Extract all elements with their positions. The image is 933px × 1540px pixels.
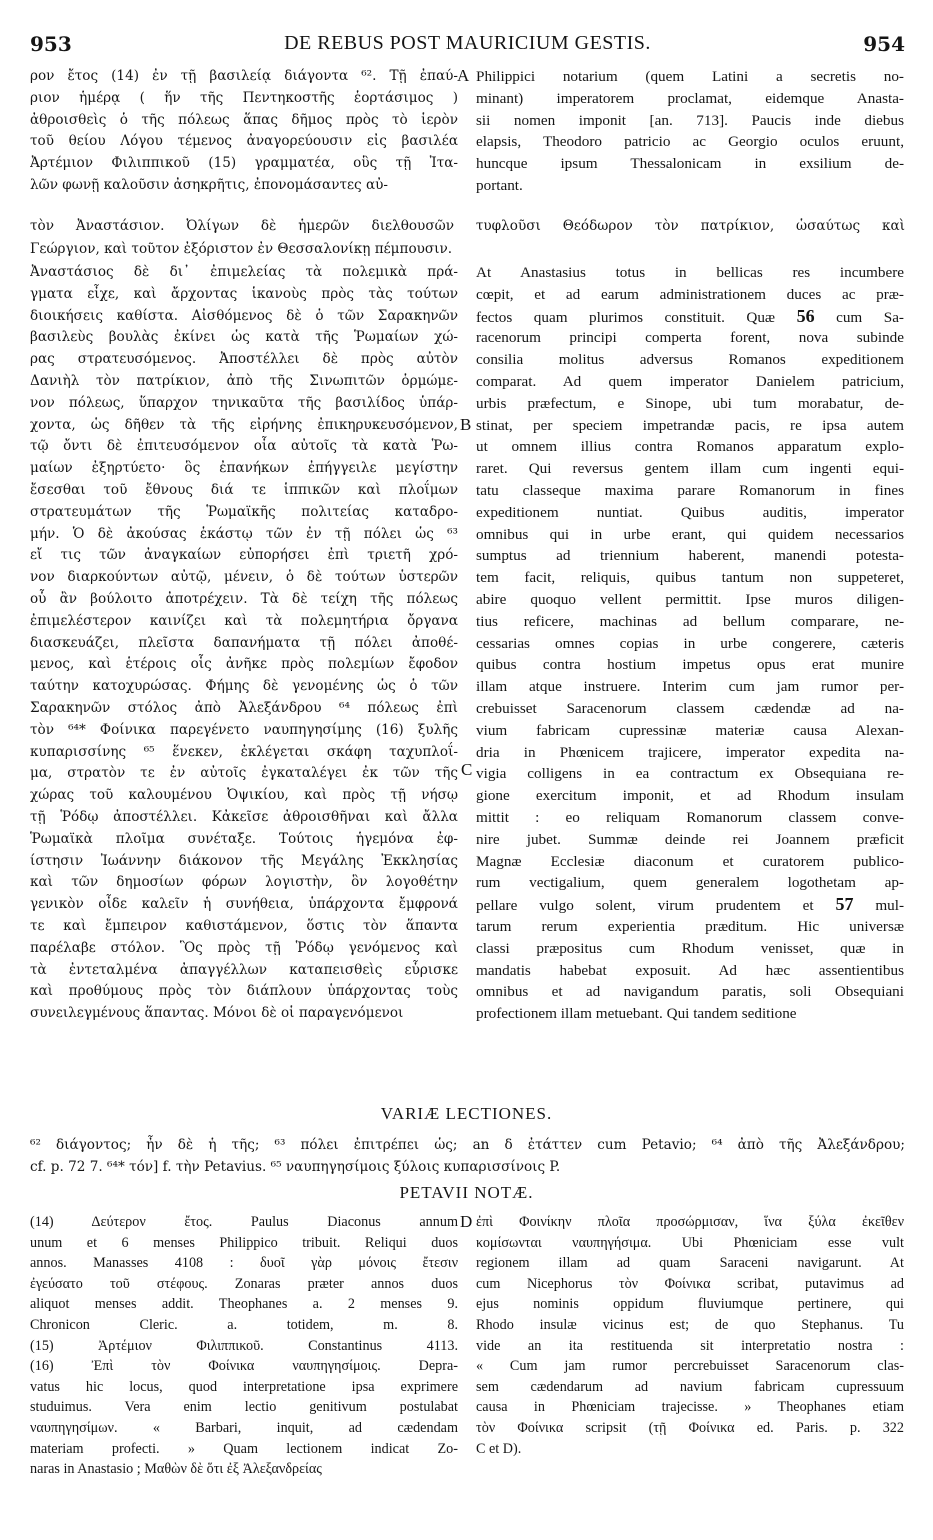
text-line: τὸν Φοίνικα scripsit (τῇ Φοίνικα ed. Paris. p. 322 <box>476 1419 904 1436</box>
text-line: ταύτην κατοχυρώσας. Φήμης δὲ γενομένης ὡς ὁ τῶν <box>30 678 458 695</box>
text-line: annos. Manasses 4108 : δυοῖ γὰρ μόνοις ἔτεσιν <box>30 1255 458 1272</box>
greek-full-width-line: Γεώργιον, καὶ τοῦτον ἐξόριστον ἐν Θεσσαλονίκῃ πέμπουσιν. <box>30 241 453 257</box>
margin-letter-a: A <box>457 66 470 85</box>
text-line: διασκευάζει, πλεῖστα δαπανήματα τῇ πόλει ἀποθέ- <box>30 634 458 651</box>
text-line: sumptus ad triennium haberent, manendi potesta- <box>476 547 904 565</box>
text-line: cessarias omnes copias in urbe congerere, cæteris <box>476 634 904 652</box>
text-line: Ἀρτέμιον Φιλιππικοῦ (15) γραμματέα, οὓς τῇ Ἰτα- <box>30 155 458 172</box>
text-line: causa in Phœniciam trajecisse. » Theophanes etiam <box>476 1399 904 1416</box>
text-line: χώρας τοῦ καλουμένου Ὀψικίου, καὶ πρὸς τῇ νήσῳ <box>30 787 458 804</box>
text-line: ρας στρατευσόμενος. Ἀποστέλλει δὲ πρὸς αὐτὸν <box>30 351 458 368</box>
greek-column <box>30 262 458 1025</box>
text-line: tem facit, reliquis, quibus tantum non suppeteret, <box>476 569 904 587</box>
text-line: gione exercitum imponit, et ad Rhodum insulam <box>476 787 904 805</box>
text-line: τοῦ θείου Λόγου τέμενος ἀναγορεύουσιν εἰς βασιλέα <box>30 133 458 150</box>
text-line: sem cædendarum ad navium fabricam cupressuum <box>476 1378 904 1395</box>
text-line: ἐπὶ Φοινίκην πλοῖα προσώρμισαν, ἵνα ξύλα ἐκεῖθεν <box>476 1214 904 1230</box>
text-line: At Anastasius totus in bellicas res incumbere <box>476 264 904 281</box>
text-line: παρέλαβε στόλον. Ὃς πρὸς τῇ Ῥόδῳ γενόμενος καὶ <box>30 939 458 956</box>
text-line: vigia colligens in ea contractum ex Obsequiana re- <box>476 765 904 783</box>
text-line: C et D). <box>476 1440 522 1457</box>
variae-lectiones <box>30 1134 905 1178</box>
text-line: ⁶² διάγοντος; ἦν δὲ ἡ τῆς; ⁶³ πόλει ἐπιτρέπει ὡς; an δ ἐτάττεν cum Petavio; ⁶⁴ ἀπὸ τῆς Ἀλεξάνδρου; <box>30 1137 905 1153</box>
text-line: raret. Qui reversus gentem illam cum ingenti equi- <box>476 460 904 478</box>
text-line: quibus contra hostium impetus opus erat munire <box>476 656 904 674</box>
text-line: τῇ Ῥόδῳ ἀποστέλλει. Κἀκεῖσε ἀθροισθῆναι καὶ ἄλλα <box>30 808 458 825</box>
text-line: classi præpositus cum Rhodum venisset, quæ in <box>476 939 904 957</box>
text-line: ρον ἔτος (14) ἐν τῇ βασιλείᾳ διάγοντα ⁶². Τῇ ἐπαύ- <box>30 68 458 84</box>
text-line: Magnæ Ecclesiæ diaconum et curatorem publico- <box>476 852 904 870</box>
text-line: (15) Ἀρτέμιον Φιλιππικοῦ. Constantinus 4113. <box>30 1337 458 1354</box>
page-marker-56: 56 <box>796 305 815 326</box>
text-line: profectionem illam metuebant. Qui tandem seditione <box>476 1005 797 1023</box>
text-line: comparat. Ad quem imperator Danielem patricium, <box>476 372 904 390</box>
text-line: γματα εἶχε, καὶ ἄρχοντας ἱκανοὺς πρὸς τὰς τούτων <box>30 285 458 302</box>
text-line: cum Nicephorus τὸν Φοίνικα scribat, putavimus ad <box>476 1275 904 1292</box>
text-line: ut omnem illius contra Romanos apparatum explo- <box>476 438 904 456</box>
text-line: τὰ ἐντεταλμένα ἀπαγγέλλων καταπεισθεὶς εὗρισκε <box>30 961 458 978</box>
text-line: ἔσεσθαι τοῦ ἔθνους διά τε ἱππικῶν καὶ πλοΐμων <box>30 481 458 498</box>
text-line: διοικήσεις καθίστα. Αἰσθόμενος δὲ ὁ τῶν Σαρακηνῶν <box>30 307 458 324</box>
margin-letter-c: C <box>461 760 473 779</box>
text-line: urbis præfectum, e Sinope, ubi tum morabatur, de- <box>476 394 904 412</box>
text-line: καὶ προθύμους πρὸς τὸν διάπλουν ὑπάρχοντας τοὺς <box>30 983 458 1000</box>
text-line: sii nomen imponit [an. 713]. Paucis inde diebus <box>476 111 904 129</box>
text-line: minant) imperatorem proclamat, eidemque Anasta- <box>476 89 904 107</box>
text-line: ναυπηγησίμων. « Barbari, inquit, ad cædendam <box>30 1419 458 1436</box>
text-line: γενικὸν οἶδε καλεῖν ἡ συνήθεια, ὑπάρχοντα ἔμφρονά <box>30 896 458 913</box>
text-line: rum vectigalium, quem generalem logothetam ap- <box>476 874 904 892</box>
text-line: dria in Phœnicem trajicere, imperator expedita na- <box>476 743 904 761</box>
text-line: τὸν ⁶⁴* Φοίνικα παρεγένετο ναυπηγησίμης (16) ξυλῆς <box>30 721 458 738</box>
text-line: portant. <box>476 176 523 194</box>
page-number-right: 954 <box>863 32 905 56</box>
text-line: vatus hic locus, quod interpretatione ipsa exprimere <box>30 1378 458 1395</box>
text-line: « Cum jam rumor percrebuisset Saracenorum clas- <box>476 1358 904 1375</box>
text-line: ἐπιμελέστερον καινίζει καὶ τὰ πολεμητήρια ὄργανα <box>30 612 458 629</box>
text-line: unum et 6 menses Philippico tribuit. Reliqui duos <box>30 1234 458 1251</box>
text-line: consilia molitus adversus Romanos expeditionem <box>476 351 904 369</box>
page-marker-57: 57 <box>835 894 854 915</box>
text-line: crebuisset Saracenorum classem cædendæ ad na- <box>476 699 904 717</box>
text-line: Chronicon Cleric. a. totidem, m. 8. <box>30 1316 458 1333</box>
text-line: materiam profecti. » Quam lectionem indicat Zo- <box>30 1440 458 1457</box>
text-line: aliquot menses addit. Theophanes a. 2 menses 9. <box>30 1296 458 1313</box>
text-line: regionem illam ad quam Saraceni navigarunt. At <box>476 1255 904 1272</box>
text-line: λῶν φωνῇ καλοῦσιν ἀσηκρῆτις, ἐπονομάσαντες αὐ- <box>30 176 389 193</box>
petavii-notes-left <box>30 1212 458 1480</box>
text-line: omnibus et ad navigandum paratis, soli Obsequiani <box>476 983 904 1001</box>
text-line: τῷ ὄντι δὲ ἐπιτευσόμενον οἷα αὐτοῖς τὰ κατὰ Ῥω- <box>30 438 458 455</box>
margin-letter-b: B <box>460 415 472 434</box>
text-line: pellare vulgo solent, virum prudentem et 57 mul- <box>476 894 904 915</box>
text-line: tatu classeque maxima parare Romanorum in fines <box>476 481 904 499</box>
text-line: cf. p. 72 7. ⁶⁴* τόν] f. τὴν Petavius. ⁶⁵ ναυπηγησίμοις ξύλοις κυπαρισσίνοις P. <box>30 1159 561 1175</box>
text-line: racenorum principi comperta forent, nova subinde <box>476 329 904 347</box>
text-line: κυπαρισσίνης ⁶⁵ ἕνεκεν, ἐκλέγεται σκάφη ταχυπλοΐ- <box>30 743 458 760</box>
variae-lectiones-title: VARIÆ LECTIONES. <box>380 1104 553 1123</box>
text-line: fectos quam plurimos constituit. Quæ 56 cum Sa- <box>476 305 904 326</box>
text-line: omnibus qui in urbe erant, qui quidem necessarios <box>476 525 904 543</box>
margin-letter-d: D <box>460 1212 473 1231</box>
text-line: tius reficere, machinas ad bellum comparare, ne- <box>476 612 904 630</box>
text-line: οὗ ἂν βούλοιτο ἀποτρέχειν. Τὰ δὲ τείχη τῆς πόλεως <box>30 590 458 607</box>
latin-text-top <box>476 66 904 197</box>
text-line: illam atque instruere. Interim cum jam rumor per- <box>476 678 904 696</box>
petavii-notae-title: PETAVII NOTÆ. <box>399 1183 534 1202</box>
text-line: tarum rerum experientia præditum. Hic universæ <box>476 917 904 935</box>
text-line: ejus nominis oppidum fluviumque pertinere, qui <box>476 1296 904 1313</box>
page-header <box>30 32 905 56</box>
text-line: abire quoquo vellent permittit. Ipse muros diligen- <box>476 590 904 608</box>
text-line: μαίων ἐξηρτύετο· ὃς ἐπανήκων ἐπήγγειλε μεγίστην <box>30 460 458 477</box>
text-line: nire jubet. Summæ deinde rei Joannem præficit <box>476 830 904 848</box>
text-line: vide an ita restituenda sit interpretatio nostra : <box>476 1337 904 1354</box>
text-line: ριον ἡμέρᾳ ( ἥν τῆς Πεντηκοστῆς ἑορτάσιμος ) <box>30 89 458 106</box>
greek-full-width-line: τὸν Ἀναστάσιον. Ὀλίγων δὲ ἡμερῶν διελθουσῶν τυφλοῦσι Θεόδωρον τὸν πατρίκιον, ὡσαύτως καὶ <box>30 218 905 234</box>
greek-text-top <box>30 66 458 197</box>
text-line: κομίσωνται ναυπηγήσιμα. Ubi Phœniciam esse vult <box>476 1234 904 1251</box>
text-line: stinat, per speciem impetrandæ pacis, re ipsa autem <box>476 416 904 434</box>
text-line: cœpit, et ad earum administrationem duces ac præ- <box>476 285 904 303</box>
text-line: ἐγεύσατο τοῦ στέφους. Zonaras præter annos duos <box>30 1275 458 1292</box>
text-line: Ἀναστάσιος δὲ δι᾽ ἐπιμελείας τὰ πολεμικὰ πρά- <box>30 264 458 280</box>
text-line: εἴ τις τῶν ἀναγκαίων εὐπορήσει ἐπὶ τριετῆ χρό- <box>30 547 458 564</box>
text-line: μενος, καὶ ἑτέροις οἷς ἀνῆκε πρὸς πολεμίων ἔφοδον <box>30 656 458 673</box>
text-line: elapsis, Theodoro patricio ac Georgio oculos eruunt, <box>476 133 904 151</box>
petavii-notes-right <box>476 1212 904 1459</box>
text-line: χοντα, ὡς δῆθεν τὰ τῆς εἰρήνης ἐπικηρυκευσόμενον, <box>30 416 458 433</box>
text-line: vium fabricam cupressinæ materiæ causa Alexan- <box>476 721 904 739</box>
text-line: μα, στρατὸν τε ἐν αὐτοῖς ἐγκαταλέγει ἐκ τῶν τῆς <box>30 765 458 782</box>
text-line: (14) Δεύτερον ἔτος. Paulus Diaconus annum <box>30 1214 458 1230</box>
text-line: Δανιὴλ τὸν πατρίκιον, ἀπὸ τῆς Σινωπιτῶν ὁρμώμε- <box>30 372 458 389</box>
text-line: Σαρακηνῶν στόλος ἀπὸ Ἀλεξάνδρου ⁶⁴ πόλεως ἐπὶ <box>30 699 458 716</box>
text-line: ἀθροισθεὶς ὁ τῆς πόλεως ἅπας δῆμος πρὸς τὸ ἱερὸν <box>30 111 458 128</box>
text-line: καὶ τῶν δημοσίων φόρων λογιστὴν, ὃν λογοθέτην <box>30 874 458 891</box>
text-line: στρατευμάτων τῆς Ῥωμαϊκῆς πολιτείας καταδρο- <box>30 503 458 520</box>
text-line: mittit : eo reliquam Romanorum classem conve- <box>476 808 904 826</box>
text-line: studuimus. Vera enim lectio genitivum postulabat <box>30 1399 458 1416</box>
text-line: mandatis habebat exposuit. Ad hæc assentientibus <box>476 961 904 979</box>
text-line: τε καὶ ἔμπειρον καθιστάμενον, ὅστις τὸν ἅπαντα <box>30 917 458 934</box>
text-line: ίστησιν Ἰωάννην διάκονον τῆς Μεγάλης Ἐκκλησίας <box>30 852 458 869</box>
text-line: Philippici notarium (quem Latini a secretis no- <box>476 68 904 85</box>
latin-column <box>476 262 904 1025</box>
text-line: νον διαρκούντων αὐτῷ, μένειν, ὁ δὲ τούτων ὑστερῶν <box>30 569 458 586</box>
text-line: huncque ipsum Thessalonicam in exsilium de- <box>476 155 904 173</box>
text-line: Rhodo insulæ vicinus est; de quo Stephanus. Tu <box>476 1316 904 1333</box>
text-line: συνειλεγμένους ἅπαντας. Μόνοι δὲ οἱ παραγενόμενοι <box>30 1005 404 1022</box>
page-number-left: 953 <box>30 32 72 56</box>
text-line: νον πόλεως, ὕπαρχον τηνικαῦτα τῆς βασιλίδος ὑπάρ- <box>30 394 458 411</box>
text-line: naras in Anastasio ; Μαθὼν δὲ ὅτι ἐξ Ἀλεξανδρείας <box>30 1461 322 1478</box>
running-title: DE REBUS POST MAURICIUM GESTIS. <box>284 32 651 54</box>
text-line: expeditionem nuntiat. Quibus auditis, imperator <box>476 503 904 521</box>
text-line: μήν. Ὁ δὲ ἀκούσας ἑκάστῳ τῶν ἐν τῇ πόλει ὡς ⁶³ <box>30 525 458 542</box>
text-line: (16) Ἐπὶ τὸν Φοίνικα ναυπηγησίμοις. Depra- <box>30 1358 458 1375</box>
text-line: Ῥωμαϊκὰ πλοῖμα συνέταξε. Τούτοις ἡγεμόνα ἐφ- <box>30 830 458 847</box>
text-line: βασιλεὺς βουλὰς ἐκίνει ὡς κατὰ τῆς Ῥωμαίων χώ- <box>30 329 458 346</box>
